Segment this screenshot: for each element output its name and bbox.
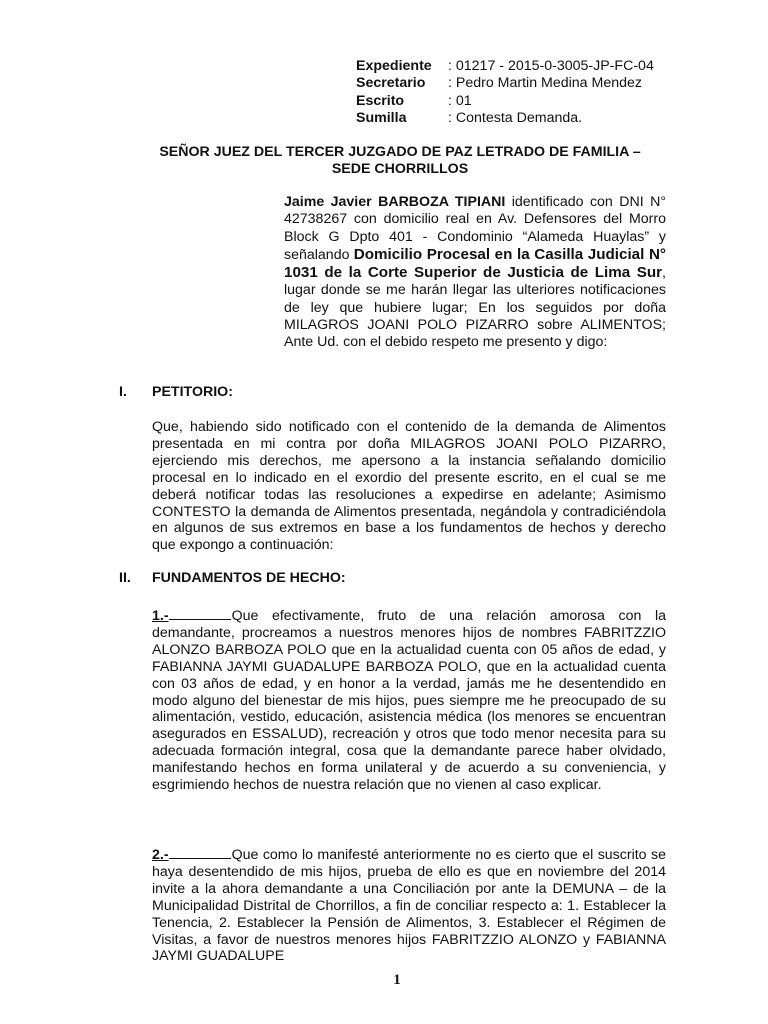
petitorio-paragraph: Que, habiendo sido notificado con el contenido de la demanda de Alimentos presentada en mi contra por doña MILAGROS JOANI POLO PIZARRO, ejerciendo mis derechos, me apersono a la instancia señalando domicilio procesal en lo indicado en el exordio del presente escrito, en el cual se me deberá notificar todas las resoluciones a expedirse en adelante; Asimismo CONTESTO la demanda de Alimentos presentada, negándola y contradiciéndola en algunos de sus extremos en base a los fundamentos de hechos y derecho que expongo a continuación:: [152, 419, 666, 554]
header-row-expediente: [356, 58, 654, 75]
header-value: : 01: [448, 92, 472, 109]
section-title: FUNDAMENTOS DE HECHO:: [152, 570, 346, 586]
item-text: Que efectivamente, fruto de una relación amorosa con la demandante, procreamos a nuestros menores hijos de nombres FABRITZZIO ALONZO BARBOZA POLO que en la actualidad cuenta con 05 años de edad, y FABIANNA JAYMI GUADALUPE BARBOZA POLO, que en la actualidad cuenta con 03 años de edad, y en honor a la verdad, jamás me he desentendido en modo alguno del bienestar de mis hijos, pues siempre me he preocupado de su alimentación, vestido, educación, asistencia médica (los menores se encuentran asegurados en ESSALUD), recreación y otros que todo menor necesita para su adecuada formación integral, cosa que la demandante parece haber olvidado, manifestando hechos en forma unilateral y de acuerdo a su conveniencia, y esgrimiendo hechos de nuestra relación que no vienen al caso explicar.: [152, 608, 666, 794]
plaintiff-name: Jaime Javier BARBOZA TIPIANI: [284, 194, 506, 210]
header-label: Expediente: [356, 58, 432, 74]
fundamento-1: [152, 606, 666, 794]
underline-blank: [169, 606, 231, 620]
header-label: Escrito: [356, 92, 405, 109]
section-title: PETITORIO:: [152, 384, 233, 400]
addressee: [100, 144, 700, 178]
intro-text-1: identificado con DNI N° 42738267 con domicilio real en Av. Defensores del Morro Block G Dpto 401 - Condominio “Alameda Huaylas” y señalando: [284, 194, 666, 263]
intro-text-2: , lugar donde se me harán llegar las ulteriores notificaciones de ley que hubiere lugar; En los seguidos por doña MILAGROS JOANI POLO PIZARRO sobre ALIMENTOS; Ante Ud. con el debido respeto me presento y digo:: [284, 265, 666, 351]
addressee-line-1: SEÑOR JUEZ DEL TERCER JUZGADO DE PAZ LETRADO DE FAMILIA –: [159, 144, 641, 160]
header-row-sumilla: [356, 110, 654, 127]
header-value: : Contesta Demanda.: [448, 109, 583, 126]
item-number: 2.-: [152, 847, 169, 863]
procedural-domicile: Domicilio Procesal en la Casilla Judicial N° 1031 de la Corte Superior de Justicia de Lima Sur: [284, 245, 666, 282]
item-text: Que como lo manifesté anteriormente no es cierto que el suscrito se haya desentendido de mis hijos, prueba de ello es que en noviembre del 2014 invite a la ahora demandante a una Conciliación por ante la DEMUNA – de la Municipalidad Distrital de Chorrillos, a fin de conciliar respecto a: 1. Establecer la Tenencia, 2. Establecer la Pensión de Alimentos, 3. Establecer el Régimen de Visitas, a favor de nuestros menores hijos FABRITZZIO ALONZO y FABIANNA JAYMI GUADALUPE: [152, 847, 666, 965]
header-label: Sumilla: [356, 109, 407, 126]
header-value: : Pedro Martin Medina Mendez: [448, 75, 642, 92]
section-number: I.: [119, 384, 127, 400]
header-value: : 01217 - 2015-0-3005-JP-FC-04: [448, 58, 654, 74]
item-number: 1.-: [152, 608, 169, 624]
case-header: [356, 58, 654, 127]
header-label: Secretario: [356, 75, 426, 92]
page-number: 1: [393, 972, 401, 988]
section-number: II.: [119, 570, 131, 586]
fundamento-2: [152, 845, 666, 965]
intro-paragraph: [284, 194, 666, 352]
addressee-line-2: SEDE CHORRILLOS: [331, 161, 469, 178]
header-row-escrito: [356, 93, 654, 110]
underline-blank: [169, 845, 231, 859]
header-row-secretario: [356, 75, 654, 92]
